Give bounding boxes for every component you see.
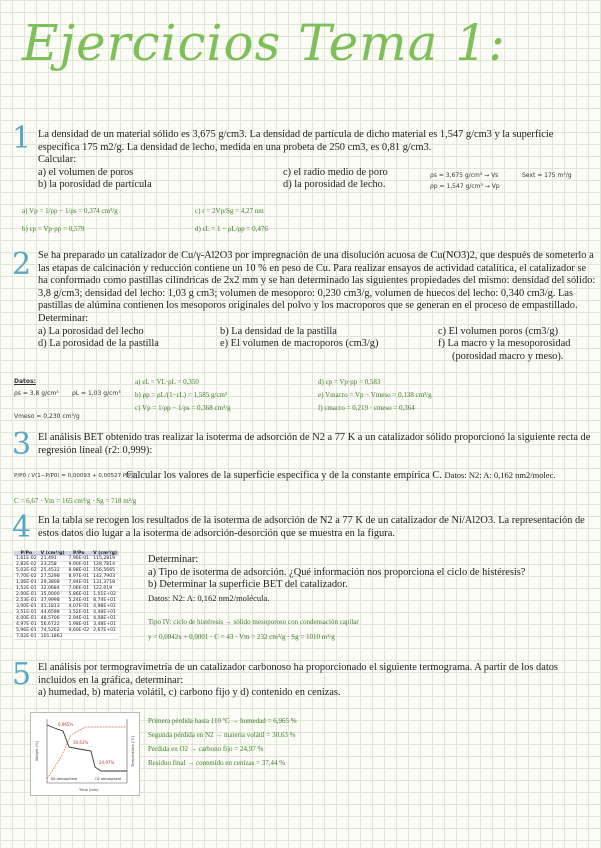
table-cell: 7,94E-01 [68, 580, 90, 585]
table-cell: 48,5706 [39, 616, 67, 622]
table-cell: 128,7814 [91, 562, 119, 568]
ex2-question-f: f) La macro y la mesoporosidad [438, 338, 571, 350]
ex2-question-b: b) La densidad de la pastilla [220, 325, 337, 337]
weight-curve [47, 725, 127, 771]
table-cell: 8,97E-01 [68, 574, 90, 579]
exercise-5-number: 5 [12, 657, 32, 692]
table-cell: 2,82E-02 [16, 562, 37, 567]
label-moisture: 6,965% [58, 722, 74, 727]
exercise-1-number: 1 [12, 121, 32, 156]
table-cell [91, 634, 119, 640]
bet-isotherm-table [14, 551, 119, 640]
exercise-3-number: 3 [12, 427, 32, 462]
exercise-4-number: 4 [12, 510, 32, 545]
exercise-5-statement: El análisis por termogravimetría de un catalizador carbonoso ha proporcionado el siguiente termograma. A partir de los datos incluidos en la gráfica, determinar: [38, 662, 558, 686]
ex4-question-b: b) Determinar la superficie BET del catalizador. [148, 579, 348, 591]
ex3-regression-equation: P/P0 / V(1−P/P0) = 0,00093 + 0,00527 P/P0 [14, 473, 135, 479]
table-cell: 1,98E-01 [68, 622, 90, 627]
ex1-question-a: a) el volumen de poros [38, 166, 134, 178]
table-cell: 4,08E+01 [91, 616, 119, 622]
table-cell: 1,01E+02 [91, 592, 119, 598]
ex5-solution-1: Primera pérdida hasta 110 ºC → humedad = 6,965 % [148, 717, 297, 725]
y-axis-label: Weight (%) [35, 741, 39, 761]
ex1-solution-a: a) Vp = 1/ρp − 1/ρs = 0,374 cm³/g [22, 207, 118, 215]
ex4-question-a: a) Tipo de isoterma de adsorción. ¿Qué información nos proporciona el ciclo de histéresis? [148, 566, 526, 578]
ex5-solution-3: Pérdida en O2 → carbono fijo = 24,97 % [148, 745, 264, 753]
ex3-solution: C = 6,67 · Vm = 165 cm³/g · Sg = 718 m²/g [14, 497, 137, 505]
table-cell: 4,48E+01 [91, 610, 119, 616]
ex1-note-1: ρs = 3,675 g/cm³ → Vs [430, 172, 499, 179]
ex2-question-a: a) La porosidad del lecho [38, 325, 144, 337]
table-cell: 9,60E-02 [68, 628, 90, 633]
table-cell: 7,96E-01 [68, 556, 90, 561]
exercise-2 [38, 250, 598, 363]
x-axis-label: Time (min) [79, 788, 99, 792]
table-cell: 56,6722 [39, 622, 67, 628]
table-cell: 3,48E+01 [91, 622, 119, 628]
table-cell: 101,1861 [39, 634, 67, 640]
exercise-1 [38, 129, 593, 192]
exercise-5 [38, 662, 598, 700]
table-cell: 7,70E-02 [16, 574, 37, 579]
table-cell: 37,9998 [39, 598, 67, 604]
table-cell: 122,019 [91, 586, 119, 592]
bet-isotherm-table-container [14, 551, 119, 640]
table-cell: 1,61E-02 [16, 556, 37, 561]
bet-table-header: P/Po [66, 551, 91, 556]
table-cell: 5,24E-01 [68, 598, 90, 603]
table-cell: 5,86E-01 [68, 592, 90, 597]
ex2-datos-2: ρL = 1,03 g/cm³ [72, 390, 121, 397]
exercise-5-questions: a) humedad, b) materia volátil, c) carbono fijo y d) contenido en cenizas. [38, 687, 341, 699]
table-cell: 44,6598 [39, 610, 67, 616]
table-cell: 2,67E+01 [91, 628, 119, 634]
table-cell: 5,02E-02 [16, 568, 37, 573]
table-cell: 29,3808 [39, 580, 67, 586]
table-cell: 1,06E-01 [16, 580, 37, 585]
ex4-datos: Datos: N2: A: 0,162 nm2/molécula. [148, 592, 270, 603]
table-cell: 115,2819 [91, 556, 119, 562]
ex4-solution-1: Tipo IV: ciclo de histéresis → sólido mesoporoso con condensación capilar [148, 618, 359, 626]
ex2-question-d: d) La porosidad de la pastilla [38, 338, 159, 350]
ex1-note-3: Sext = 175 m²/g [522, 172, 572, 179]
ex1-question-c: c) el radio medio de poro [283, 166, 388, 178]
ex2-datos-label: Datos: [14, 378, 36, 385]
exercise-1-calcular: Calcular: [38, 154, 77, 166]
table-cell: 156,5665 [91, 568, 119, 574]
label-volatile: 30,63% [73, 740, 89, 745]
ex1-solution-c: c) r = 2Vp/Sg = 4,27 nm [195, 207, 264, 215]
exercise-2-number: 2 [12, 247, 32, 282]
ex5-solution-2: Segunda pérdida en N2 → materia volátil = 30,63 % [148, 731, 296, 739]
exercise-3-question [126, 469, 556, 483]
table-cell: 4,00E-01 [16, 616, 37, 621]
table-cell: 27,5298 [39, 574, 67, 580]
page-title: Ejercicios Tema 1: [22, 14, 506, 72]
ex2-solution-e: e) Vmacro = Vp − Vmeso = 0,138 cm³/g [318, 391, 432, 399]
table-cell: 7,06E-01 [68, 586, 90, 591]
table-cell: 2,00E-01 [16, 592, 37, 597]
label-o2-atmosphere: O2 atmosphere [95, 777, 122, 781]
ex4-solution-2: y = 0,0042x + 0,0001 · C = 43 · Vm = 232 cm³/g · Sg = 1010 m²/g [148, 633, 335, 641]
exercise-2-statement: Se ha preparado un catalizador de Cu/γ-Al2O3 por impregnación de una disolución acuosa de Cu(NO3)2, que después de someterlo a las etapas de calcinación y reducción contiene un 10 % en peso de Cu. Para realizar ensayos de actividad catalítica, el catalizador se ha conformado como pastillas cilíndricas de 2x2 mm y se han determinado las siguientes propiedades del mismo: densidad del sólido: 3,8 g/cm3; densidad del lecho: 1,03 g cm3; volumen de mesoporo: 0,230 cm3/g, volumen de huecos del lecho: 0,340 cm3/g. Las pastillas de alúmina contienen los mesoporos originales del polvo y los macroporos que se generan en el proceso de empastillado. Determinar: [38, 250, 596, 324]
exercise-2-questions [38, 326, 598, 364]
thermogram-chart [31, 713, 139, 795]
ex3-calcular: Calcular los valores de la superficie específica y de la constante empírica C. [126, 470, 442, 481]
ex1-solution-b: b) εp = Vp·ρp = 0,579 [22, 225, 85, 233]
label-n2-atmosphere: N2 atmosphere [51, 777, 78, 781]
table-cell: 7,02E-01 [16, 634, 37, 639]
ex2-question-c: c) El volumen poros (cm3/g) [438, 325, 559, 337]
bet-table-header: P/Po [14, 551, 39, 556]
ex2-solution-f: f) εmacro = 0,219 · εmeso = 0,364 [318, 404, 415, 412]
table-cell: 4,97E-01 [16, 622, 37, 627]
table-cell: 5,96E-01 [16, 628, 37, 633]
ex2-solution-b: b) ρp = ρL/(1−εL) = 1,585 g/cm³ [135, 391, 228, 399]
table-cell: 41,1813 [39, 604, 67, 610]
table-cell: 4,07E-01 [68, 604, 90, 609]
table-cell: 3,52E-01 [68, 610, 90, 615]
table-cell: 9,00E-01 [68, 562, 90, 567]
ex3-datos: Datos: N2: A: 0,162 nm2/molec. [444, 470, 556, 480]
table-cell: 3,00E-01 [16, 604, 37, 609]
table-cell: 4,98E+01 [91, 604, 119, 610]
table-cell [66, 634, 91, 640]
table-cell: 23,258 [39, 562, 67, 568]
bet-table-header: V (cm³/g) [93, 551, 117, 556]
table-row [14, 634, 119, 640]
y2-axis-label: Temperature (°C) [131, 735, 135, 767]
table-cell: 32,0684 [39, 586, 67, 592]
ex5-solution-4: Residuo final → contenido en cenizas = 37,44 % [148, 759, 286, 767]
table-cell: 3,51E-01 [16, 610, 37, 615]
ex2-solution-a: a) εL = VL·ρL = 0,350 [135, 378, 199, 386]
exercise-1-questions [38, 167, 593, 192]
table-cell: 21,491 [39, 556, 67, 562]
table-cell: 1,52E-01 [16, 586, 37, 591]
ex2-question-f-detail: (porosidad macro y meso). [452, 350, 564, 362]
label-fixed-carbon: 24,97% [99, 760, 115, 765]
exercise-4-questions [148, 554, 598, 604]
table-cell: 131,3718 [91, 580, 119, 586]
ex1-question-b: b) la porosidad de partícula [38, 179, 152, 191]
ex2-solution-d: d) εp = Vp·ρp = 0,583 [318, 378, 381, 386]
exercise-1-statement: La densidad de un material sólido es 3,675 g/cm3. La densidad de partícula de dicho material es 1,547 g/cm3 y la superficie específica 175 m2/g. La densidad de lecho, medida en una probeta de 250 cm3, es 0,81 g/cm3. [38, 129, 554, 153]
ex2-question-e: e) El volumen de macroporos (cm3/g) [220, 338, 379, 350]
ex2-solution-c: c) Vp = 1/ρp − 1/ρs = 0,368 cm³/g [135, 404, 231, 412]
table-cell: 2,53E-01 [16, 598, 37, 603]
bet-table-header: V (cm³/g) [40, 551, 65, 556]
ex1-question-d: d) la porosidad de lecho. [283, 179, 386, 191]
ex2-datos-3: Vmeso = 0,230 cm³/g [14, 413, 80, 420]
table-cell: 8,98E-01 [68, 568, 90, 573]
exercise-3-statement: El análisis BET obtenido tras realizar la isoterma de adsorción de N2 a 77 K a un catalizador sólido proporcionó la siguiente recta de regresión lineal (r2: 0,999): [38, 432, 591, 456]
table-cell: 142,7903 [91, 574, 119, 580]
ex1-solution-d: d) εL = 1 − ρL/ρp = 0,476 [195, 225, 268, 233]
ex4-determinar: Determinar: [148, 554, 199, 565]
exercise-4-statement: En la tabla se recogen los resultados de la isoterma de adsorción de N2 a 77 K de un catalizador de Ni/Al2O3. La representación de estos datos dio lugar a la isoterma de adsorción-desorción que se muestra en la figura. [38, 515, 585, 539]
table-cell: 2,94E-01 [68, 616, 90, 621]
table-cell: 25,4532 [39, 568, 67, 574]
table-cell: 35,0000 [39, 592, 67, 598]
table-cell: 74,5262 [39, 628, 67, 634]
table-cell: 8,74E+01 [91, 598, 119, 604]
ex1-note-2: ρp = 1,547 g/cm³ → Vp [430, 183, 500, 190]
ex2-datos-1: ρs = 3,8 g/cm³ [14, 390, 59, 397]
thermogram-figure [30, 712, 140, 796]
